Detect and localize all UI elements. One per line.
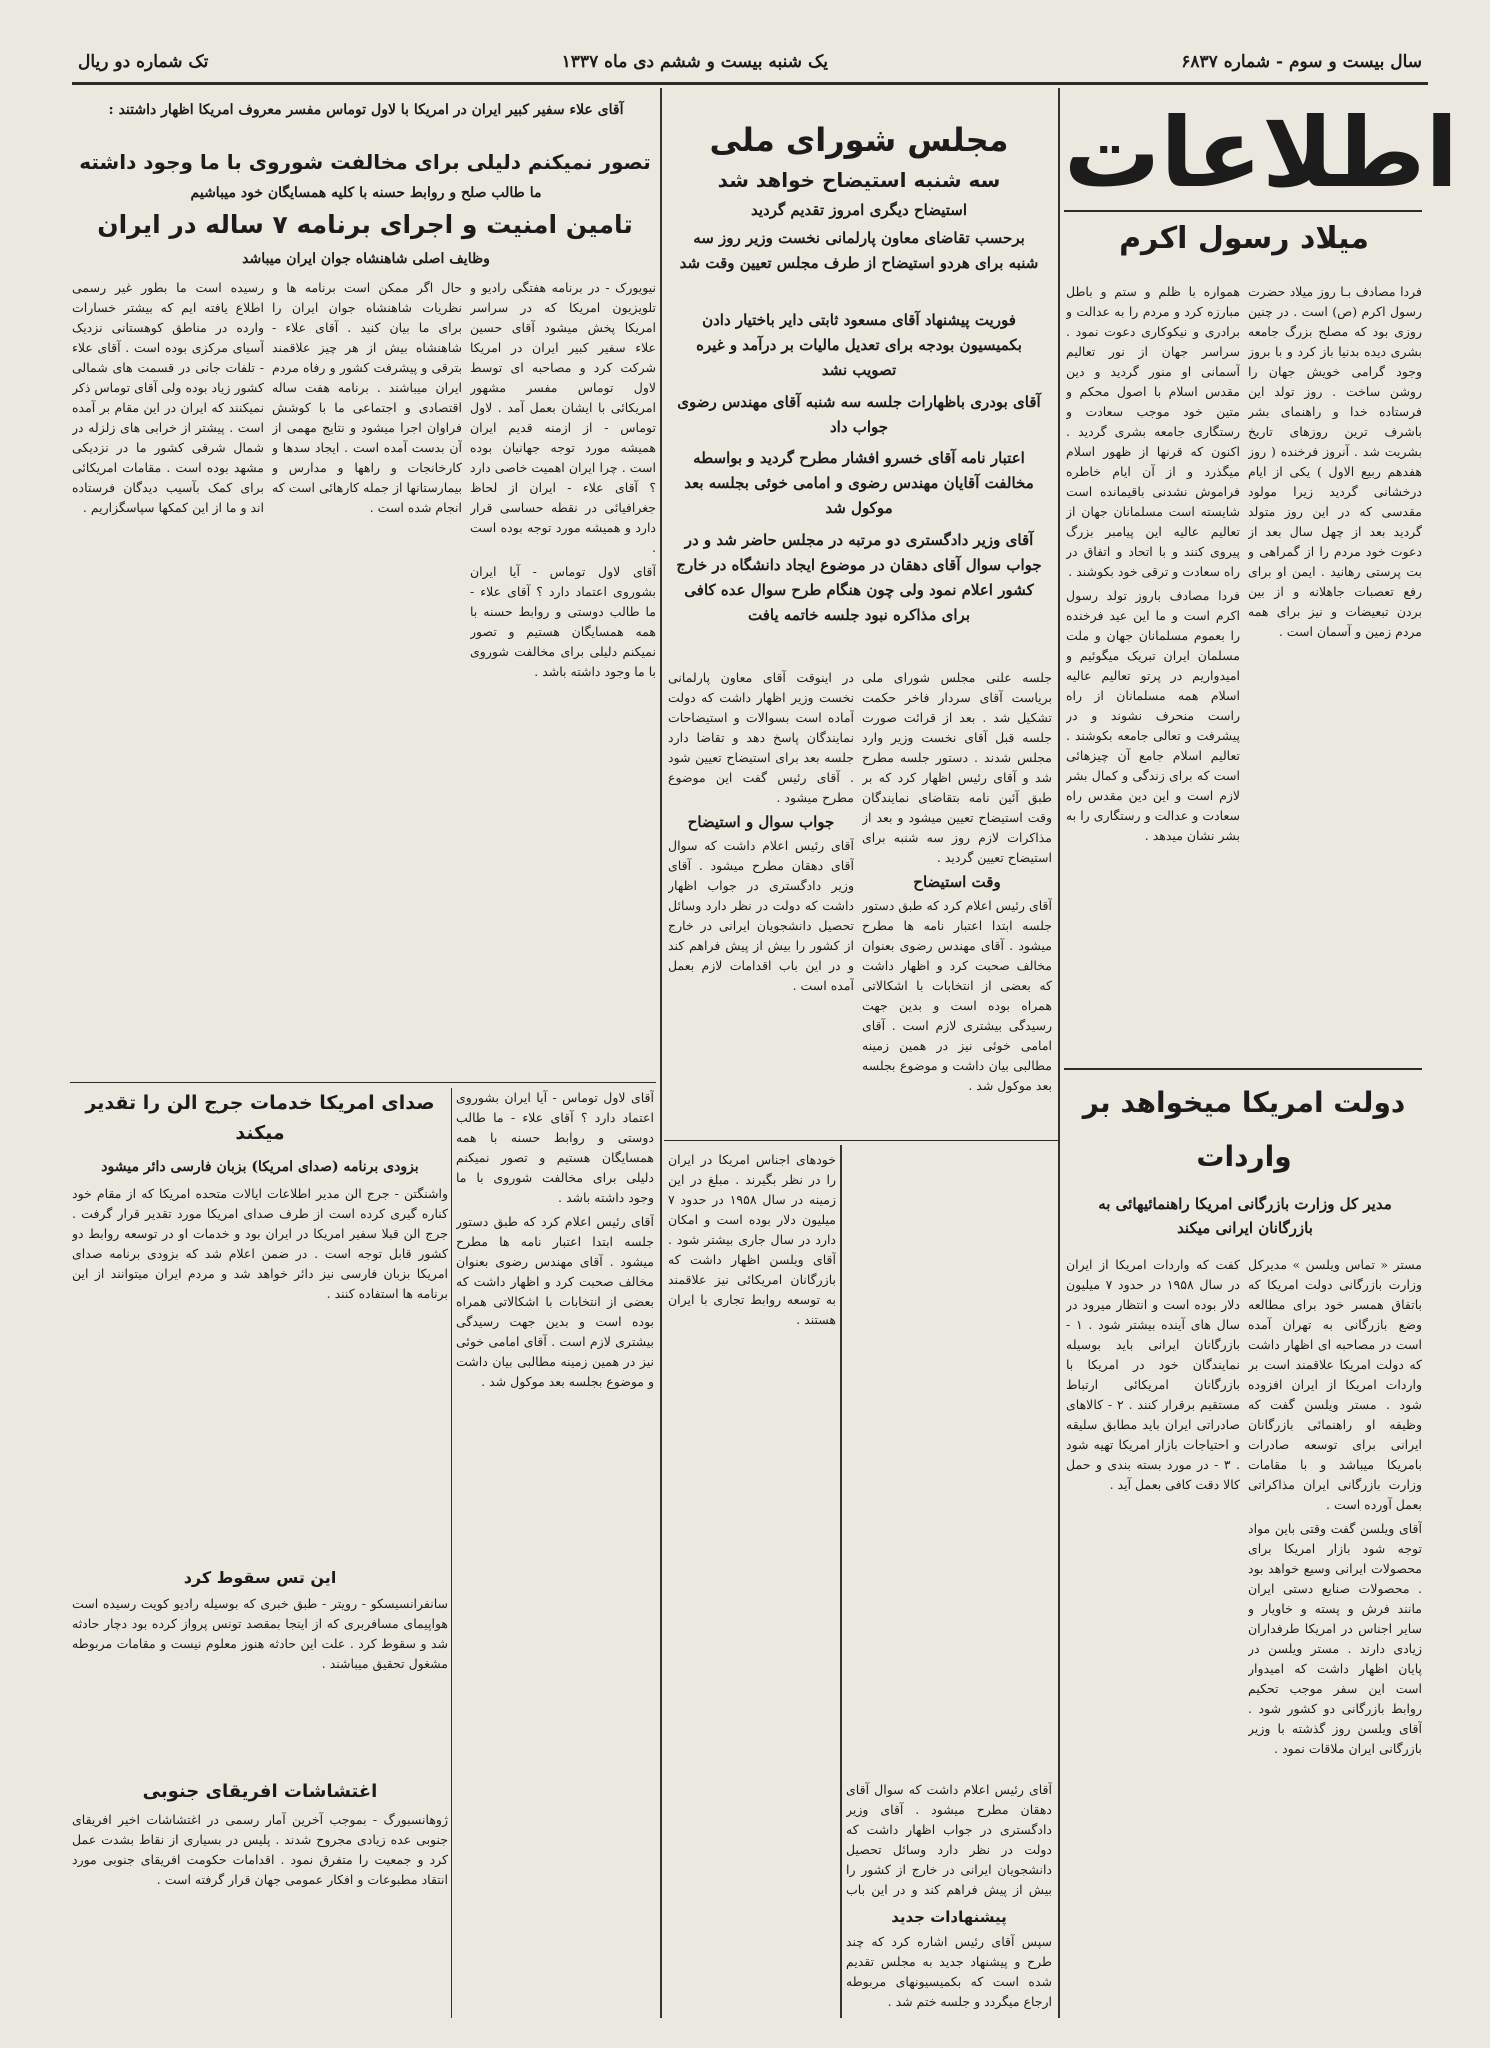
voa-subheadline: بزودی برنامه (صدای امریکا) بزبان فارسی دائر میشود: [101, 1159, 419, 1175]
majlis-subheadline-1: سه شنبه استیضاح خواهد شد: [717, 168, 1001, 192]
trade-continuation-column: خودهای اجناس امریکا در ایران را در نظر بگیرند . مبلغ در این زمینه در سال ۱۹۵۸ در حدود ۷ میلیون دلار بوده است و امکان دارد در سال جاری بیشتر شود . آقای ویلسن اظهار داشت که بازرگانان امریکائی نیز علاقمند به توسعه روابط تجاری با ایران هستند .: [668, 1152, 836, 1327]
rule: [70, 1082, 656, 1083]
milad-column-2: همواره با ظلم و ستم و باطل مبارزه کرد و مردم را به عدالت و برادری و نیکوکاری دعوت نمود . سراسر جهان از نور تعالیم آسمانی او منور گردید و دین مقدس اسلام با اصول محکم و متین خود موجب سعادت و رستگاری جامعه بشری گردید . اکنون که قرنها از ظهور اسلام میگذرد و از آن ایام خاطره فراموش نشدنی باقیمانده است شایسته است مسلمانان جهان از تعالیم عالیه این پیامبر بزرگ پیروی کنند و با اتحاد و اتفاق در راه سعادت و ترقی خود بکوشند . فردا مصادف باروز تولد رسول اکرم است و ما این عید فرخنده را بعموم مسلمانان جهان و ملت مسلمان ایران تبریک میگوئیم و امیدواریم در پرتو تعالیم عالیه اسلام همه مسلمانان از راه راست منحرف نشوند و در پیشرفت و تعالی جامعه بکوشند . تعالیم اسلام جامع آن چیزهائی است که برای زندگی و کمال بشر لازم است و این دین مقدس راه سعادت و عدالت و رستگاری را به بشر نشان میدهد .: [1066, 284, 1240, 843]
ala-column-3: رسیده است ما بطور غیر رسمی اطلاع یافته ایم که بیشتر خسارات وارده در مناطق کوهستانی نزدیک آسیای مرکزی بوده است . آقای علاء - تلفات جانی در قسمت های شمالی کشور زیاد بوده ولی آقای توماس ذکر نمیکنند که ایران در این مقام بر آمده است . پیشتر از خرابی های زلزله در شمال شرقی کشور ما در نزدیکی مشهد بوده است . مقامات امریکائی برای کمک بآسیب دیدگان فرستاده اند و ما از این کمکها سپاسگزاریم .: [72, 280, 264, 515]
column-rule: [660, 88, 662, 2018]
tunis-headline: این تس سقوط کرد: [183, 1568, 337, 1587]
issue-date: یک شنبه بیست و ششم دی ماه ۱۳۳۷: [561, 52, 828, 72]
south-africa-body: ژوهانسبورگ - بموجب آخرین آمار رسمی در اغتشاشات اخیر افریقای جنوبی عده زیادی مجروح شدند . پلیس در بسیاری از نقاط بشدت عمل کرد و جمعیت را متفرق نمود . اقدامات حکومت افریقای جنوبی مورد انتقاد مطبوعات و افکار عمومی جهان قرار گرفته است .: [72, 1812, 448, 1887]
trade-column-1: مستر « تماس ویلسن » مدیرکل وزارت بازرگانی دولت امریکا که باتفاق همسر خود برای مطالعه وضع بازرگانی به تهران آمده است در مصاحبه ای اظهار داشت که دولت امریکا علاقمند است بر واردات امریکا از ایران افزوده شود . مستر ویلسن گفت که وظیفه او راهنمائی بازرگانان ایرانی برای توسعه صادرات بامریکا میباشد و با مقامات وزارت بازرگانی ایران مذاکراتی بعمل آورده است . آقای ویلسن گفت وقتی باین مواد توجه شود بازار امریکا برای محصولات ایرانی وسیع خواهد بود . محصولات صنایع دستی ایران مانند فرش و پسته و خاویار و سایر اجناس در امریکا طرفداران زیادی دارند . مستر ویلسن در پایان اظهار داشت که امیدوار است این سفر موجب تحکیم روابط بازرگانی دو کشور شود . آقای ویلسن روز گذشته با وزیر بازرگانی ایران ملاقات نمود .: [1248, 1257, 1422, 1756]
ala-headline-3: وظایف اصلی شاهنشاه جوان ایران میباشد: [242, 251, 490, 267]
ala-column-2: حال اگر ممکن است برنامه ها و نظریات شاهنشاه جوان ایران را برای ما بیان کنید . آقای علاء - شاهنشاه بیش از هر چیز علاقمند بترقی و پیشرفت کشور و رفاه مردم ایران میباشند . برنامه هفت ساله اقتصادی و اجتماعی ما با کوشش فراوان اجرا میشود و نتایج مهمی از آن بدست آمده است . ایجاد سدها و کارخانجات و راهها و مدارس و بیمارستانها از جمله کارهائی است که انجام شده است .: [272, 280, 462, 515]
majlis-subheadline-7: آقای وزیر دادگستری دو مرتبه در مجلس حاضر شد و در جواب سوال آقای دهقان در موضوع ایجاد دانشگاه در خارج کشور اعلام نمود ولی چون هنگام طرح سوال عده کافی برای مذاکره نبود جلسه خاتمه یافت: [676, 531, 1042, 624]
majlis-column-2: در اینوقت آقای معاون پارلمانی نخست وزیر اظهار داشت که دولت آماده است بسوالات و استیضاحات نمایندگان پاسخ دهد و تقاضا دارد جلسه بعد برای استیضاح تعیین شود . آقای رئیس گفت این موضوع مطرح میشود . جواب سوال و استیضاح آقای رئیس اعلام داشت که سوال آقای دهقان مطرح میشود . آقای وزیر دادگستری در جواب اظهار داشت که دولت در نظر دارد وسائل تحصیل دانشجویان ایرانی در خارج از کشور را بیش از پیش فراهم کند و در این باب اقدامات لازم بعمل آمده است .: [668, 670, 854, 993]
proposals-heading: پیشنهادات جدید: [891, 1908, 1007, 1926]
issue-number: سال بیست و سوم - شماره ۶۸۳۷: [1181, 52, 1422, 72]
majlis-subheadline-3: برحسب تقاضای معاون پارلمانی نخست وزیر روز سه شنبه برای هردو استیضاح از طرف مجلس تعیین وقت شد: [679, 229, 1039, 272]
voa-body: واشنگتن - جرج الن مدیر اطلاعات ایالات متحده امریکا که از مقام خود کناره گیری کرده است از طرف صدای امریکا مورد تقدیر قرار گرفت . جرج الن قبلا سفیر امریکا در ایران بود و خدمات او در توسعه روابط دو کشور قابل توجه است . در ضمن اعلام شد که بزودی برنامه صدای امریکا بزبان فارسی نیز دائر خواهد شد و مردم ایران میتوانند از این برنامه ها استفاده کنند .: [72, 1186, 448, 1301]
trade-headline-line1: دولت امریکا میخواهد بر واردات: [1082, 1086, 1406, 1173]
rule: [1064, 210, 1422, 212]
majlis-qa-heading: جواب سوال و استیضاح: [687, 813, 835, 831]
majlis-subheadline-4: فوریت پیشنهاد آقای مسعود ثابتی دایر باختیار دادن بکمیسیون بودجه برای تعدیل مالیات بر درآمد و غیره تصویب نشد: [696, 311, 1022, 379]
column-rule: [451, 1088, 452, 2018]
majlis-subheadline-5: آقای بودری باظهارات جلسه سه شنبه آقای مهندس رضوی جواب داد: [677, 393, 1041, 436]
majlis-subheadline-6: اعتبار نامه آقای خسرو افشار مطرح گردید و بواسطه مخالفت آقایان مهندس رضوی و امامی خوئی بجلسه بعد موکول شد: [684, 449, 1034, 517]
majlis-headline: مجلس شورای ملی: [709, 121, 1009, 159]
rule: [1064, 1068, 1422, 1070]
trade-headline-line2: [1064, 1184, 1424, 1186]
proposals-body: سپس آقای رئیس اشاره کرد که چند طرح و پیشنهاد جدید به مجلس تقدیم شده است که بکمیسیونهای مربوطه ارجاع میگردد و جلسه ختم شد .: [846, 1934, 1052, 2009]
ala-headline-2: تامین امنیت و اجرای برنامه ۷ ساله در ایران: [97, 210, 633, 239]
trade-headline: [1064, 1076, 1424, 1186]
rule: [664, 1140, 1058, 1141]
majlis-subheadline-2: استیضاح دیگری امروز تقدیم گردید: [751, 201, 967, 219]
column-rule: [840, 1145, 842, 2018]
top-rule: [72, 82, 1428, 85]
majlis-column-1: جلسه علنی مجلس شورای ملی بریاست آقای سردار فاخر حکمت تشکیل شد . بعد از قرائت صورت جلسه قبل آقای نخست وزیر وارد مجلس شدند . دستور جلسه مطرح شد و آقای رئیس اظهار کرد که بر طبق آئین نامه بتقاضای نمایندگان وقت استیضاح تعیین میشود و بعد از مذاکرات لازم روز سه شنبه برای استیضاح تعیین گردید . وقت استیضاح آقای رئیس اعلام کرد که طبق دستور جلسه ابتدا اعتبار نامه ها مطرح میشود . آقای مهندس رضوی بعنوان مخالف صحبت کرد و اظهار داشت که بعضی از انتخابات با اشکالاتی همراه بوده است و بدین جهت رسیدگی بیشتری لازم است . آقای امامی خوئی نیز در همین زمینه مطالبی بیان داشت و موضوع بجلسه بعد موکول شد .: [862, 670, 1052, 1093]
majlis-vote-heading: وقت استیضاح: [913, 873, 1001, 891]
trade-subheadline: مدیر کل وزارت بازرگانی امریکا راهنمائیهائی به بازرگانان ایرانی میکند: [1098, 1195, 1392, 1237]
majlis-column-3: آقای رئیس اعلام داشت که سوال آقای دهقان مطرح میشود . آقای وزیر دادگستری در جواب اظهار داشت که دولت در نظر دارد وسائل تحصیل دانشجویان ایرانی در خارج از کشور را بیش از پیش فراهم کند و در این باب: [846, 1782, 1052, 1897]
ala-subheadline: ما طالب صلح و روابط حسنه با کلیه همسایگان خود میباشیم: [190, 185, 542, 201]
ala-intro: آقای علاء سفیر کبیر ایران در امریکا با لاول توماس مفسر معروف امریکا اظهار داشتند :: [108, 102, 624, 118]
trade-column-2: کفت که واردات امریکا از ایران در سال ۱۹۵۸ در حدود ۷ میلیون دلار بوده است و انتظار میرود در سال های آینده بیشتر شود . ۱ - بازرگانان ایرانی باید بوسیله نمایندگان خود در امریکا با بازرگانان امریکائی ارتباط مستقیم برقرار کنند . ۲ - کالاهای صادراتی ایران باید مطابق سلیقه و احتیاجات بازار امریکا تهیه شود . ۳ - در مورد بسته بندی و حمل کالا دقت کافی بعمل آید .: [1066, 1257, 1240, 1492]
issue-price: تک شماره دو ریال: [78, 52, 209, 72]
ala-column-1: نیویورک - در برنامه هفتگی رادیو و تلویزیون امریکا که در سراسر امریکا پخش میشود آقای حسین علاء سفیر کبیر ایران در امریکا شرکت کرد و مصاحبه ای توسط لاول توماس مفسر مشهور امریکائی با ایشان بعمل آمد . لاول توماس - از ازمنه قدیم ایران همیشه مورد توجه جهانیان بوده است . چرا ایران اهمیت خاصی دارد ؟ آقای علاء - ایران از لحاظ جغرافیائی در نقطه حساسی قرار دارد و همیشه مورد توجه بوده است . آقای لاول توماس - آیا ایران بشوروی اعتماد دارد ؟ آقای علاء - ما طالب دوستی و روابط حسنه با همه همسایگان هستیم و تصور نمیکنم دلیلی برای مخالفت شوروی با ما وجود داشته باشد .: [470, 280, 656, 679]
voa-headline: صدای امریکا خدمات جرج الن را تقدیر میکند: [85, 1092, 435, 1144]
south-africa-headline: اغتشاشات افریقای جنوبی: [142, 1781, 378, 1802]
milad-column-1: فردا مصادف بـا روز میلاد حضرت رسول اکرم (ص) است . در چنین روزی بود که مصلح بزرگ جامعه بشری دیده بدنیا باز کرد و با بروز وجود گرامی خویش جهان را روشن ساخت . روز تولد این فرستاده خدا و راهنمای بشر باشرف ترین روزهای تاریخ بشریت شد . آنروز فرخنده ( روز هفدهم ربیع الاول ) یکی از ایام درخشانی گردید زیرا مولود مقدسی که در این روز متولد گردید بعد از چهل سال بعد از دعوت خود مردم را از گمراهی و بت پرستی رهانید . ایمن او برای رفع تعصبات جاهلانه و از بین بردن تبعیضات و نیز برای همه مردم زمین و آسمان است .: [1248, 284, 1422, 639]
ala-headline-1: تصور نمیکنم دلیلی برای مخالفت شوروی با ما وجود داشته: [79, 150, 651, 174]
milad-headline: میلاد رسول اکرم: [1119, 221, 1369, 256]
masthead-logo: اطلاعات: [1063, 97, 1459, 209]
ala-continuation-column: آقای لاول توماس - آیا ایران بشوروی اعتماد دارد ؟ آقای علاء - ما طالب دوستی و روابط حسنه با همه همسایگان هستیم و تصور نمیکنم دلیلی برای مخالفت شوروی با ما وجود داشته باشد . آقای رئیس اعلام کرد که طبق دستور جلسه ابتدا اعتبار نامه ها مطرح میشود . آقای مهندس رضوی بعنوان مخالف صحبت کرد و اظهار داشت که بعضی از انتخابات با اشکالاتی همراه بوده است و بدین جهت رسیدگی بیشتری لازم است . آقای امامی خوئی نیز در همین زمینه مطالبی بیان داشت و موضوع بجلسه بعد موکول شد .: [456, 1090, 654, 1389]
tunis-body: سانفرانسیسکو - رویتر - طبق خبری که بوسیله رادیو کویت رسیده است هواپیمای مسافربری که از اینجا بمقصد تونس پرواز کرده بود دچار حادثه شد و سقوط کرد . علت این حادثه هنوز معلوم نیست و مقامات مربوطه مشغول تحقیق میباشند .: [72, 1596, 448, 1671]
issue-line: [78, 52, 1422, 72]
column-rule: [1058, 88, 1060, 2018]
